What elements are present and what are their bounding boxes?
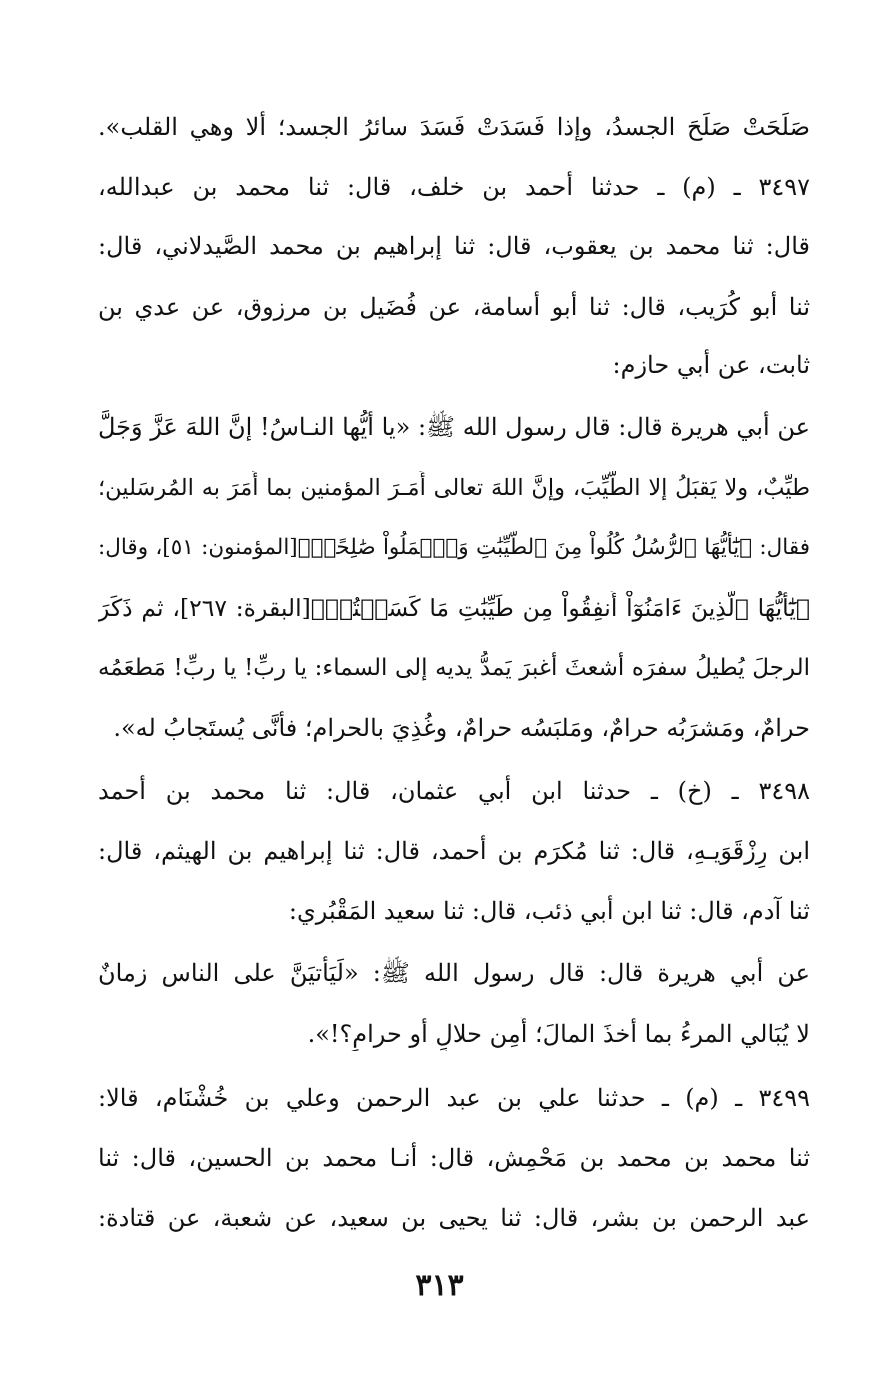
text-line-8-quran: فقال: ﴿يَٰٓأَيُّهَا ٱلرُّسُلُ كُلُواْ مِنَ ٱلطَّيِّبَٰتِ وَٱعۡمَلُواْ صَٰلِحًاۖ﴾[المؤمنون: ٥١]، وقال: [98, 535, 810, 560]
text-line-9-quran: ﴿يَٰٓأَيُّهَا ٱلَّذِينَ ءَامَنُوٓاْ أَنفِقُواْ مِن طَيِّبَٰتِ مَا كَسَبۡتُمۡ﴾[البقرة: ٢٦٧]، ثم ذَكَرَ [98, 594, 810, 622]
text-line-7: طيِّبٌ، ولا يَقبَلُ إلا الطَّيِّبَ، وإنَّ اللهَ تعالى أَمَـرَ المؤمنين بما أَمَرَ به المُرسَلين؛ [98, 475, 810, 501]
text-line-19: عبد الرحمن بن بشر، قال: ثنا يحيى بن سعيد، عن شعبة، عن قتادة: [98, 1204, 810, 1232]
text-line-1: صَلَحَتْ صَلَحَ الجسدُ، وإذا فَسَدَتْ فَسَدَ سائرُ الجسد؛ ألا وهي القلب». [98, 113, 810, 141]
hadith-3498-header: ٣٤٩٨ ـ (خ) ـ حدثنا ابن أبي عثمان، قال: ثنا محمد بن أحمد [98, 777, 810, 805]
text-line-18: ثنا محمد بن محمد بن مَحْمِش، قال: أنـا محمد بن الحسين، قال: ثنا [98, 1144, 810, 1172]
text-line-3: قال: ثنا محمد بن يعقوب، قال: ثنا إبراهيم بن محمد الصَّيدلاني، قال: [98, 232, 810, 260]
text-line-13: ابن رِزْقَوَيـهِ، قال: ثنا مُكرَم بن أحمد، قال: ثنا إبراهيم بن الهيثم، قال: [98, 837, 810, 865]
text-line-6: عن أبي هريرة قال: قال رسول الله ﷺ: «يا أيُّها النـاسُ! إنَّ اللهَ عَزَّ وَجَلَّ [98, 413, 810, 441]
text-line-10: الرجلَ يُطيلُ سفرَه أشعثَ أغبرَ يَمدُّ يديه إلى السماء: يا ربِّ! يا ربِّ! مَطعَمُه [98, 655, 810, 681]
text-line-5: ثابت، عن أبي حازم: [612, 351, 810, 379]
text-line-11: حرامٌ، ومَشرَبُه حرامٌ، ومَلبَسُه حرامٌ، وغُذِيَ بالحرام؛ فأنَّى يُستَجابُ له». [113, 714, 810, 742]
hadith-3499-header: ٣٤٩٩ ـ (م) ـ حدثنا علي بن عبد الرحمن وعلي بن خُشْنَام، قالا: [98, 1084, 810, 1112]
text-line-15: عن أبي هريرة قال: قال رسول الله ﷺ: «لَيَأتيَنَّ على الناس زمانٌ [98, 959, 810, 987]
hadith-3497-header: ٣٤٩٧ ـ (م) ـ حدثنا أحمد بن خلف، قال: ثنا محمد بن عبدالله، [98, 173, 810, 201]
page-number: ٣١٣ [415, 1268, 464, 1303]
text-line-16: لا يُبَالي المرءُ بما أخذَ المالَ؛ أَمِن حلالٍ أو حرامٍ؟!». [307, 1020, 810, 1048]
text-line-14: ثنا آدم، قال: ثنا ابن أبي ذئب، قال: ثنا سعيد المَقْبُري: [288, 897, 810, 925]
text-line-4: ثنا أبو كُرَيب، قال: ثنا أبو أسامة، عن فُضَيل بن مرزوق، عن عدي بن [98, 293, 810, 321]
